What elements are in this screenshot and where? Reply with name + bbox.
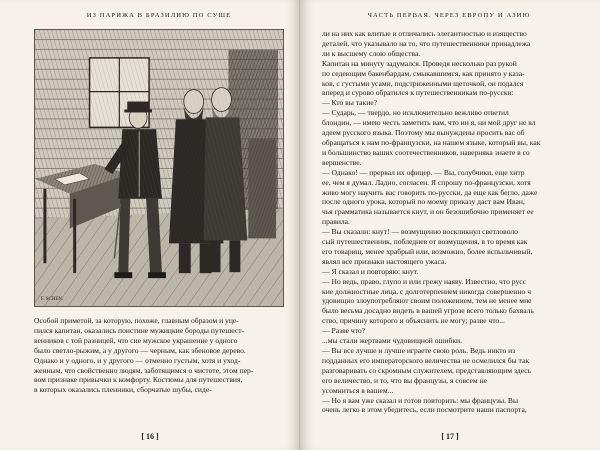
text-line: обращаться к нам по-французски, на нашем языке, который вы, как [322,137,541,147]
text-line: — Вы все лучше и лучше играете свою роль. Ведь никто из [322,346,516,355]
text-line: ее, чем я думал. Ладно, согласен. Я спрошу по-французски, хотя [322,177,531,187]
text-line: усомниться в вашем... [322,385,394,395]
right-page [300,0,600,450]
text-line: было весьма досадно видеть в вашей угрозе всего только бахваль [322,306,534,316]
text-line: ли на них как влитые и отличались элегантностью и изящество [322,29,527,38]
engraving-image [35,30,283,306]
text-line: Особой приметой, за которую, похоже, главным образом и уце- [34,316,239,325]
book-gutter [299,0,301,450]
text-line: являл все признаки настоящего ужаса. [322,256,447,266]
text-line: — Но ведь, право, глупо и или грежу наяву. Известно, что русс [322,276,527,286]
text-line: женным, что свойственно людям, заботящимся о чистоте, этом пер- [34,365,254,375]
text-line: по седеющим бакенбардам, смыкавшимся, как принято у каза- [322,68,525,78]
text-line: его товарищ, менее храбрый или, возможно, более вспыльчивый, [322,246,533,256]
text-line: — Сударь, — твердо, но исключительно вежливо ответил [322,108,509,118]
text-line: ...мы стали жертвами чудовищной ошибки. [322,336,462,346]
engraving-illustration [34,29,284,307]
text-line: разговаривать со скромным служителем, представляющим здесь [322,365,532,375]
text-line: — Вы сказали: кнут! — возмущенно воскликнул светловоло [322,227,518,237]
text-line: ли к высшему слою общества. [322,48,421,58]
text-line: — Но я вам уже сказал и готов повторить: мы французы. Вы [322,395,519,405]
text-line: Однако и у одного, и у другого — отменно густым, хотя и уход- [34,355,241,365]
right-running-head: ЧАСТЬ ПЕРВАЯ. ЧЕРЕЗ ЕВРОПУ И АЗИЮ [367,12,531,19]
text-line: адеем русского языка. Поэтому мы вынуждены просить вас об [322,128,525,138]
text-line: деталей, что указывало на то, что путешественники принадлежа [322,38,531,48]
text-line: вперед и сурово обратился к путешественникам по-русски: [322,88,514,98]
text-line: блондин, — имею честь заметить вам, что ни я, ни мой друг не вл [322,118,536,128]
text-line: и большинство ваших соотечественников, наверняка знаете в со [322,147,530,157]
text-line: — Однако! — прервал их офицер. — Вы, голубчики, еще хитр [322,167,525,177]
text-line: кие должностные лица, с долготерпением никогда совершенно ч [322,286,532,296]
text-line: — Я сказал и повторяю: кнут. [322,266,419,276]
left-running-head: ИЗ ПАРИЖА В БРАЗИЛИЮ ПО СУШЕ [86,12,232,19]
text-line: венников с той разницей, что сие мужское украшение у одного [34,335,238,345]
text-line: удовищно злоупотребляют своим положением, тем не менее мне [322,296,532,306]
left-body-text [34,316,284,395]
text-line: было светло-рыжим, а у другого — черным, как эбеновое дерево. [34,345,246,355]
text-line: его величество, и то, что вы французы, я совсем не [322,375,488,385]
text-line: правила. [322,217,350,227]
text-line: вершенстве. [322,157,362,167]
text-line: после одного урока, который по моему приказу даст вам Иван, [322,197,525,207]
text-line: ство, причину которого и объяснить не могу; разве что... [322,316,505,326]
text-line: — Кто вы такие? [322,98,378,108]
engraver-signature: F. SCHEN. [40,296,64,302]
text-line: сый путешественник, побледнев от возмущения, в то время как [322,237,528,247]
text-line: чья грамматика называется кнут, и он безошибочно применяет ее [322,207,534,217]
text-line: Капитан на минуту задумался. Проведя несколько раз рукой [322,58,517,68]
text-line: ков, с густыми усами, подстриженными щеточкой, он подался [322,78,524,88]
text-line: вом признаке привычки к комфорту. Костюмы для путешествия, [34,375,243,385]
right-body-text [322,29,576,415]
text-line: — Разве что? [322,326,366,336]
text-line: живо могу научить вас говорить по-русски, да еще как бегло, даже [322,187,538,197]
text-line: подданных его императорского величества не осмелился бы так [322,355,530,365]
right-page-number: [ 17 ] [441,432,459,441]
text-line: в которых оказались пленники, сборчатые шубы, сиде- [34,385,212,395]
text-line: пился капитан, оказались поистине мужицкие бороды путешест- [34,325,245,335]
text-line: очень легко в этом убедитесь, если посмотрите наши паспорта, [322,405,527,415]
left-page-number: [ 16 ] [141,432,159,441]
